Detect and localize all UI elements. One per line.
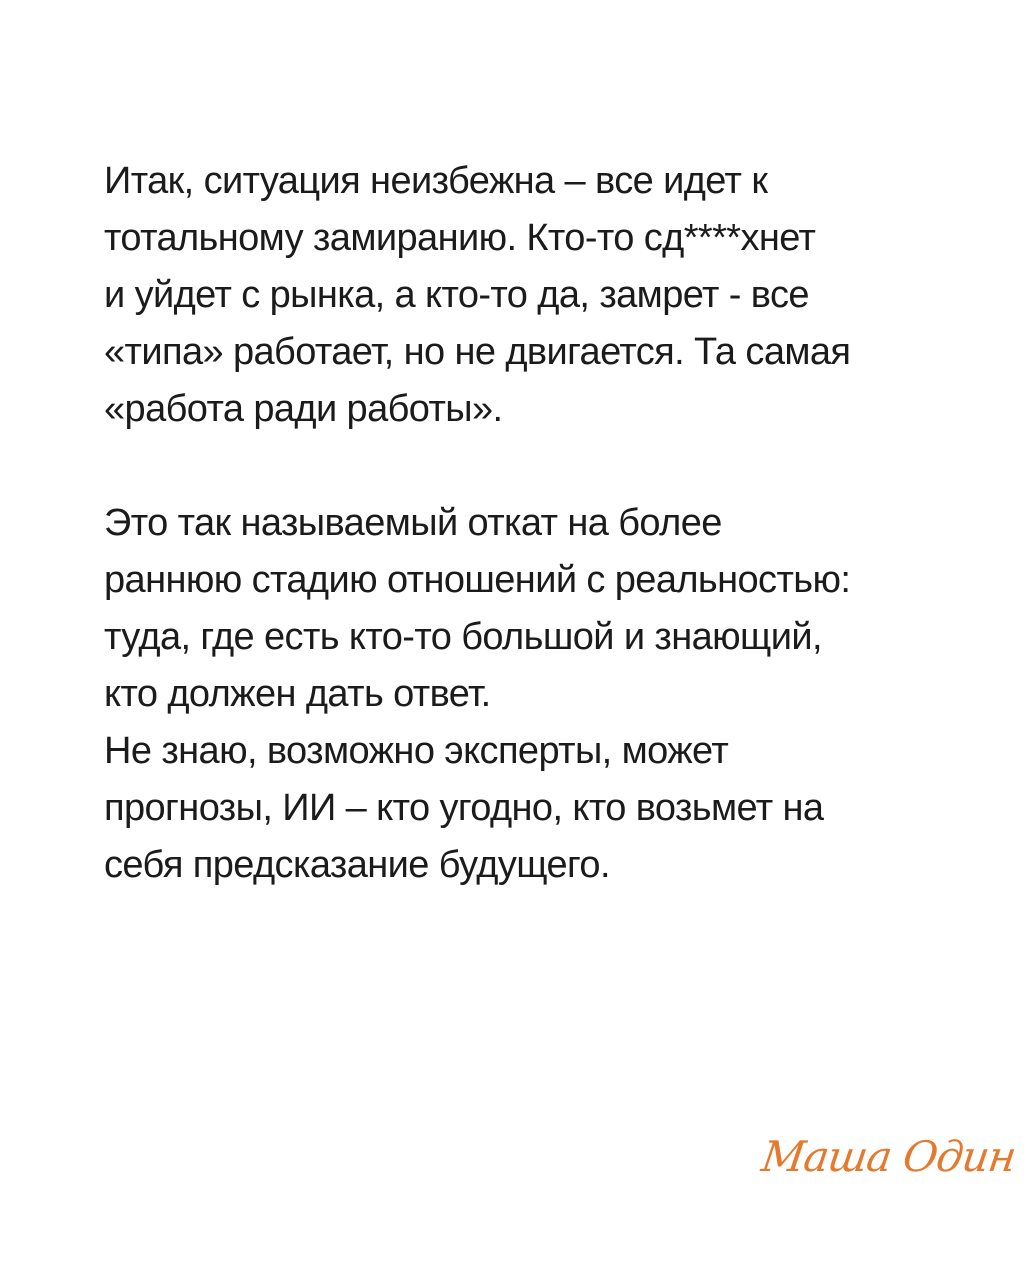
paragraph-1-line-3: и уйдет с рынка, а кто-то да, замрет - все: [104, 274, 809, 316]
post-text: [104, 153, 964, 894]
paragraph-2-line-2: раннюю стадию отношений с реальностью:: [104, 559, 851, 601]
paragraph-2-line-6: прогнозы, ИИ – кто угодно, кто возьмет на: [104, 787, 824, 829]
paragraph-2-line-3: туда, где есть кто-то большой и знающий,: [104, 616, 822, 658]
paragraph-gap: [104, 438, 964, 495]
paragraph-1-line-1: Итак, ситуация неизбежна – все идет к: [104, 160, 768, 202]
paragraph-2-line-7: себя предсказание будущего.: [104, 844, 610, 886]
paragraph-1-line-4: «типа» работает, но не двигается. Та самая: [104, 331, 851, 373]
paragraph-2-line-4: кто должен дать ответ.: [104, 673, 491, 715]
paragraph-2-line-5: Не знаю, возможно эксперты, может: [104, 730, 729, 772]
paragraph-2-line-1: Это так называемый откат на более: [104, 502, 722, 544]
author-signature-text: Маша Один: [758, 1132, 1019, 1181]
author-signature: [754, 1132, 1019, 1212]
paragraph-1-line-5: «работа ради работы».: [104, 388, 503, 430]
paragraph-1-line-2: тотальному замиранию. Кто-то сд****хнет: [104, 217, 816, 259]
